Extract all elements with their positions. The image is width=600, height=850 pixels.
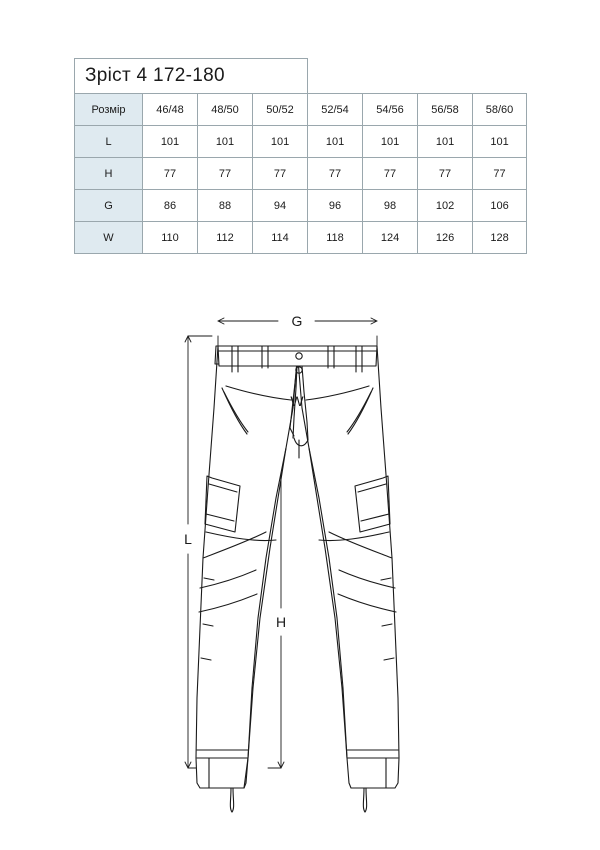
cell-h-3: 77 <box>308 158 363 190</box>
cell-g-1: 88 <box>198 190 253 222</box>
size-chart-container <box>74 58 526 254</box>
cell-l-0: 101 <box>143 126 198 158</box>
trousers-diagram <box>0 288 600 818</box>
cell-g-2: 94 <box>253 190 308 222</box>
cell-g-4: 98 <box>363 190 418 222</box>
column-header-size-5: 56/58 <box>418 94 473 126</box>
column-header-size-6: 58/60 <box>473 94 527 126</box>
cell-g-6: 106 <box>473 190 527 222</box>
column-header-size-4: 54/56 <box>363 94 418 126</box>
cell-h-4: 77 <box>363 158 418 190</box>
table-title-row <box>75 59 527 94</box>
cell-g-3: 96 <box>308 190 363 222</box>
cell-h-0: 77 <box>143 158 198 190</box>
cell-w-3: 118 <box>308 222 363 254</box>
column-header-size-2: 50/52 <box>253 94 308 126</box>
cell-w-4: 124 <box>363 222 418 254</box>
cell-l-2: 101 <box>253 126 308 158</box>
cell-l-1: 101 <box>198 126 253 158</box>
column-header-size: Розмір <box>75 94 143 126</box>
cell-g-5: 102 <box>418 190 473 222</box>
column-header-size-3: 52/54 <box>308 94 363 126</box>
label-w: W <box>290 393 304 409</box>
cell-w-0: 110 <box>143 222 198 254</box>
cell-l-3: 101 <box>308 126 363 158</box>
row-label-g: G <box>75 190 143 222</box>
table-header-row <box>75 94 527 126</box>
label-h: H <box>275 614 287 630</box>
table-row <box>75 126 527 158</box>
table-row <box>75 158 527 190</box>
row-label-h: H <box>75 158 143 190</box>
cell-l-5: 101 <box>418 126 473 158</box>
chart-title: Зріст 4 172-180 <box>75 59 308 94</box>
cell-h-1: 77 <box>198 158 253 190</box>
size-chart-table <box>74 58 527 254</box>
cell-h-5: 77 <box>418 158 473 190</box>
cell-l-4: 101 <box>363 126 418 158</box>
cell-g-0: 86 <box>143 190 198 222</box>
table-row <box>75 222 527 254</box>
label-l: L <box>184 531 192 547</box>
cell-h-2: 77 <box>253 158 308 190</box>
cell-l-6: 101 <box>473 126 527 158</box>
row-label-w: W <box>75 222 143 254</box>
column-header-size-0: 46/48 <box>143 94 198 126</box>
cell-w-5: 126 <box>418 222 473 254</box>
cell-w-2: 114 <box>253 222 308 254</box>
cell-w-1: 112 <box>198 222 253 254</box>
row-label-l: L <box>75 126 143 158</box>
label-g: G <box>291 313 303 329</box>
cell-h-6: 77 <box>473 158 527 190</box>
cell-w-6: 128 <box>473 222 527 254</box>
column-header-size-1: 48/50 <box>198 94 253 126</box>
table-row <box>75 190 527 222</box>
